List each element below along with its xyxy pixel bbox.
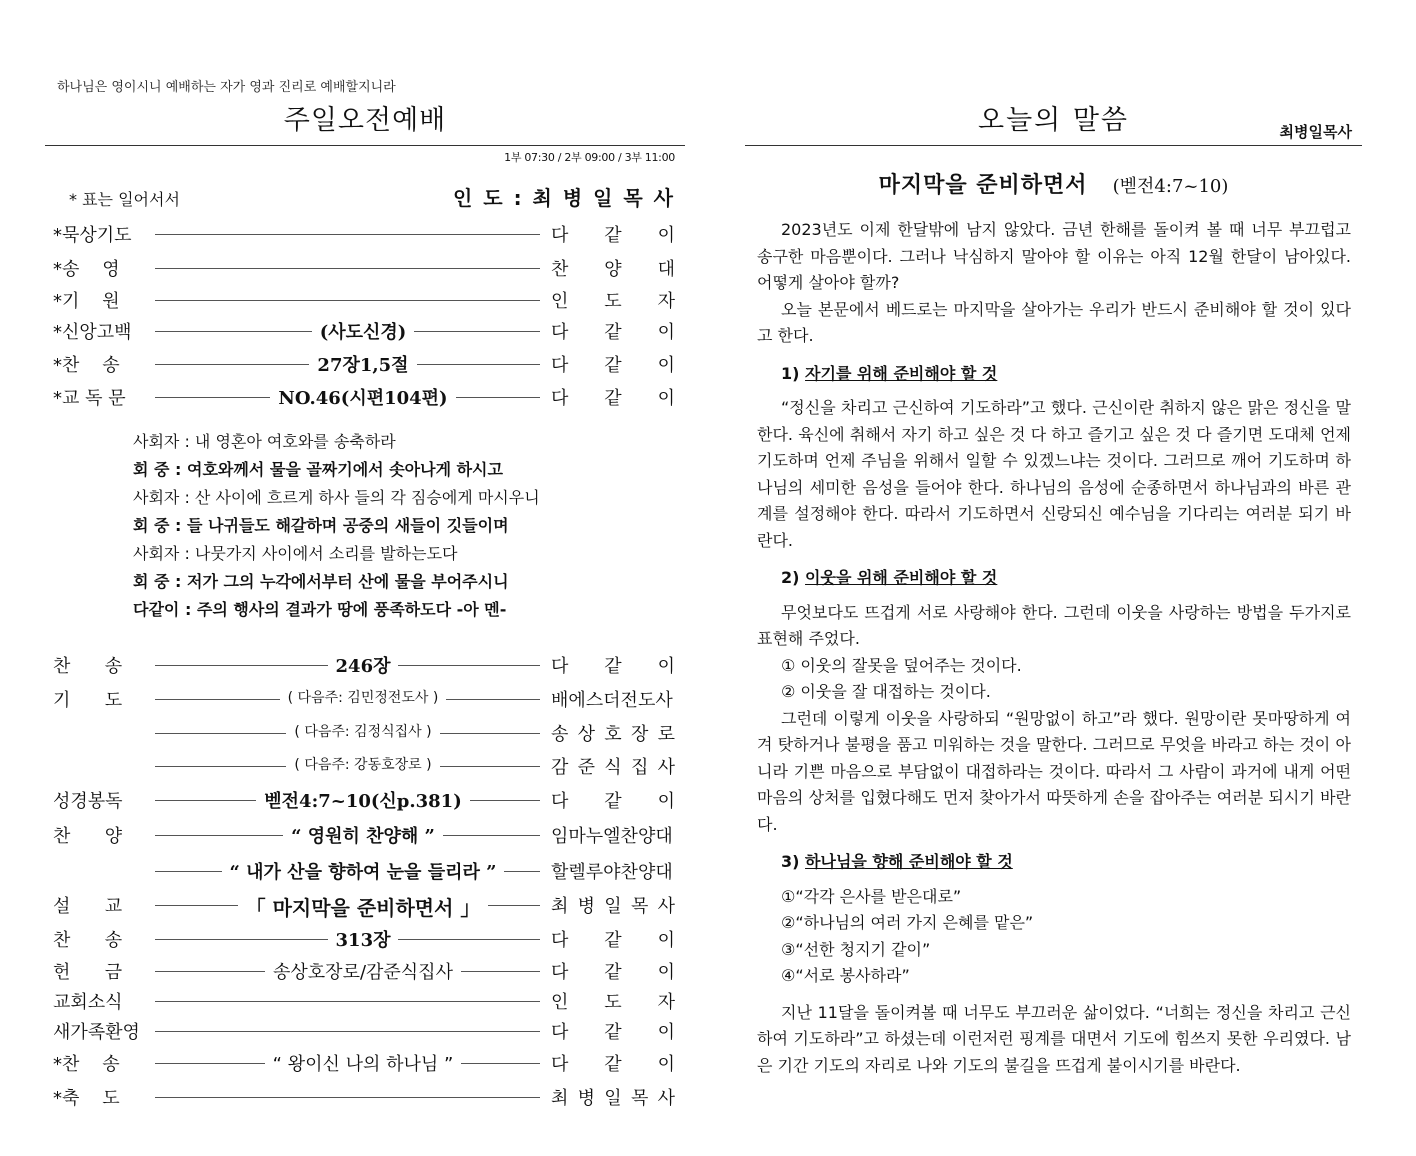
order-label: *묵상기도	[53, 225, 132, 246]
order-person: 다 같 이	[551, 388, 675, 409]
reading-line: 사회자 : 내 영혼아 여호와를 송축하라	[133, 432, 396, 451]
order-label: *찬 송	[53, 1054, 120, 1075]
order-center	[195, 858, 531, 884]
order-row	[45, 890, 675, 918]
leader: 인 도 : 최 병 일 목 사	[453, 186, 675, 210]
list-item: ① 이웃의 잘못을 덮어주는 것이다.	[781, 655, 1022, 675]
order-label: 헌 금	[53, 962, 123, 983]
order-row	[45, 650, 675, 678]
order-person: 다 같 이	[551, 1054, 675, 1075]
order-center	[195, 351, 531, 377]
paragraph: 2023년도 이제 한달밖에 남지 않았다. 금년 한해를 돌이켜 볼 때 너무 부끄럽고 송구한 마음뿐이다. 그러나 낙심하지 말아야 할 이유는 아직 12월 한달이 남아있다. 어떻게 살아야 할까?	[757, 220, 1351, 292]
order-item: ( 다음주: 김정식집사 )	[286, 724, 439, 740]
page-title: 주일오전예배	[283, 105, 447, 136]
order-label: 교회소식	[53, 992, 123, 1013]
order-person: 다 같 이	[551, 322, 675, 343]
paragraph: “정신을 차리고 근신하여 기도하라”고 했다. 근신이란 취하지 않은 맑은 정신을 말한다. 육신에 취해서 자기 하고 싶은 것 다 하고 즐기고 싶은 것 다 즐기면 도대체 언제 기도하며 언제 주님을 위해서 일할 수 있겠느냐는 것이다. 그러므로 깨어 기도하며 하나님의 세미한 음성을 들어야 한다. 하나님의 음성에 순종하면서 하나님과의 바른 관계를 설정해야 한다. 따라서 기도하면서 신랑되신 예수님을 기다리는 여러분 되기 바란다.	[757, 398, 1351, 550]
order-center	[195, 384, 531, 410]
order-label: *찬 송	[53, 355, 120, 376]
order-person: 다 같 이	[551, 962, 675, 983]
leader-line	[155, 234, 540, 235]
sermon-body	[757, 217, 1351, 1079]
worship-order-panel	[45, 0, 685, 1156]
sermon-reference: (벧전4:7~10)	[1112, 176, 1229, 197]
order-row	[45, 684, 675, 712]
order-person: 다 같 이	[551, 355, 675, 376]
order-person: 배에스더전도사	[551, 690, 673, 711]
author: 최병일목사	[1279, 123, 1352, 141]
order-center	[195, 892, 531, 921]
paragraph: 오늘 본문에서 베드로는 마지막을 살아가는 우리가 반드시 준비해야 할 것이 있다고 한다.	[757, 299, 1351, 345]
order-person: 다 같 이	[551, 1022, 675, 1043]
order-center	[195, 958, 531, 984]
order-item: “ 영원히 찬양해 ”	[283, 826, 443, 847]
order-center	[195, 686, 531, 707]
order-center	[195, 1050, 531, 1076]
order-row	[45, 1048, 675, 1076]
order-person: 다 같 이	[551, 791, 675, 812]
order-item: 「 마지막을 준비하면서 」	[238, 896, 489, 920]
order-row	[45, 1082, 675, 1110]
leader-line	[155, 1001, 540, 1002]
order-row	[45, 820, 675, 848]
order-person: 다 같 이	[551, 930, 675, 951]
order-center	[195, 720, 531, 741]
order-item: 송상호장로/감준식집사	[265, 962, 461, 983]
stand-note: * 표는 일어서서	[69, 190, 180, 209]
sermon-title: 마지막을 준비하면서	[878, 173, 1088, 198]
service-times: 1부 07:30 / 2부 09:00 / 3부 11:00	[504, 151, 675, 164]
order-row	[45, 785, 675, 813]
order-person: 다 같 이	[551, 225, 675, 246]
list-item: ②“하나님의 여러 가지 은혜를 맡은”	[781, 913, 1034, 932]
order-item: “ 내가 산을 향하여 눈을 들리라 ”	[222, 862, 505, 883]
section-heading: 3) 하나님을 향해 준비해야 할 것	[781, 852, 1013, 871]
order-center	[195, 926, 531, 952]
paragraph: 무엇보다도 뜨겁게 서로 사랑해야 한다. 그런데 이웃을 사랑하는 방법을 두가지로 표현해 주었다.	[757, 602, 1351, 648]
paragraph: 지난 11달을 돌이켜볼 때 너무도 부끄러운 삶이었다. “너희는 정신을 차리고 근신하여 기도하라”고 하셨는데 이런저런 핑계를 대면서 기도에 힘쓰지 못한 우리였다. 남은 기간 기도의 자리로 나와 기도의 불길을 뜨겁게 불이시기를 바란다.	[757, 1002, 1351, 1075]
sermon-panel	[745, 0, 1362, 1156]
order-label: *송 영	[53, 259, 120, 280]
order-person: 송 상 호 장 로	[551, 724, 675, 745]
order-label: 찬 양	[53, 826, 123, 847]
order-label: 설 교	[53, 896, 123, 917]
order-item: “ 왕이신 나의 하나님 ”	[265, 1054, 462, 1075]
order-label: *교 독 문	[53, 388, 126, 409]
sermon-heading	[745, 168, 1362, 199]
order-person: 인 도 자	[551, 291, 675, 312]
section-heading: 1) 자기를 위해 준비해야 할 것	[781, 363, 998, 383]
order-row	[45, 285, 675, 313]
list-item: ④“서로 봉사하라”	[781, 966, 910, 985]
reading-line: 사회자 : 산 사이에 흐르게 하사 들의 각 짐승에게 마시우니	[133, 488, 540, 507]
order-person: 최 병 일 목 사	[551, 896, 675, 917]
order-item: ( 다음주: 김민정전도사 )	[280, 690, 447, 706]
order-row	[45, 924, 675, 952]
order-label: 새가족환영	[53, 1022, 140, 1043]
order-center	[195, 822, 531, 848]
order-person: 다 같 이	[551, 656, 675, 677]
reading-line: 다같이 : 주의 행사의 결과가 땅에 풍족하도다 -아 멘-	[133, 600, 507, 619]
order-person: 감 준 식 집 사	[551, 757, 675, 778]
divider	[745, 145, 1362, 146]
order-center	[195, 652, 531, 678]
sermon-page-title: 오늘의 말씀	[978, 105, 1129, 136]
order-row	[45, 253, 675, 281]
order-label: *기 원	[53, 291, 120, 312]
order-row	[45, 316, 675, 344]
divider	[45, 145, 685, 146]
leader-line	[155, 1031, 540, 1032]
order-label: 기 도	[53, 690, 123, 711]
motto: 하나님은 영이시니 예배하는 자가 영과 진리로 예배할지니라	[57, 80, 396, 95]
order-item: 27장1,5절	[309, 355, 416, 376]
order-center	[195, 787, 531, 813]
reading-line: 회 중 : 여호와께서 물을 골짜기에서 솟아나게 하시고	[133, 460, 503, 479]
order-row	[45, 751, 675, 779]
leader-line	[155, 300, 540, 301]
leader-line	[155, 268, 540, 269]
order-row	[45, 382, 675, 410]
order-person: 할렐루야찬양대	[551, 862, 673, 883]
reading-line: 사회자 : 나뭇가지 사이에서 소리를 발하는도다	[133, 544, 458, 563]
order-person: 인 도 자	[551, 992, 675, 1013]
leader-line	[155, 1097, 540, 1098]
order-label: 찬 송	[53, 930, 123, 951]
list-item: ② 이웃을 잘 대접하는 것이다.	[781, 682, 991, 701]
order-person: 최 병 일 목 사	[551, 1088, 675, 1109]
order-row	[45, 718, 675, 746]
order-item: ( 다음주: 강동호장로 )	[286, 757, 439, 773]
order-row	[45, 986, 675, 1014]
order-item: 246장	[328, 656, 399, 677]
order-person: 임마누엘찬양대	[551, 826, 673, 847]
order-label: *축 도	[53, 1088, 120, 1109]
order-item: (사도신경)	[312, 322, 415, 343]
order-label: *신앙고백	[53, 322, 132, 343]
responsive-reading	[133, 428, 693, 624]
paragraph: 그런데 이렇게 이웃을 사랑하되 “원망없이 하고”라 했다. 원망이란 못마땅하게 여겨 탓하거나 불평을 품고 미워하는 것을 말한다. 그러므로 무엇을 바라고 하는 것이 아니라 기쁜 마음으로 부담없이 대접하라는 것이다. 따라서 그 사람이 과거에 내게 어떤 마음의 상처를 입혔다해도 먼저 찾아가서 따뜻하게 손을 잡아주는 여러분 되시기 바란다.	[757, 708, 1351, 834]
order-row	[45, 956, 675, 984]
order-item: 313장	[328, 930, 399, 951]
list-item: ③“선한 청지기 같이”	[781, 939, 931, 959]
order-center	[195, 318, 531, 344]
order-row	[45, 1016, 675, 1044]
order-row	[45, 219, 675, 247]
reading-line: 회 중 : 들 나귀들도 해갈하며 공중의 새들이 깃들이며	[133, 516, 509, 535]
order-label: 성경봉독	[53, 791, 123, 812]
list-item: ①“각각 은사를 받은대로”	[781, 886, 962, 906]
section-heading: 2) 이웃을 위해 준비해야 할 것	[781, 568, 998, 587]
reading-line: 회 중 : 저가 그의 누각에서부터 산에 물을 부어주시니	[133, 572, 509, 591]
order-label: 찬 송	[53, 656, 123, 677]
order-item: 벧전4:7~10(신p.381)	[256, 791, 469, 812]
order-row	[45, 349, 675, 377]
order-center	[195, 753, 531, 774]
order-person: 찬 양 대	[551, 259, 675, 280]
order-row	[45, 856, 675, 884]
order-item: NO.46(시편104편)	[270, 388, 455, 409]
